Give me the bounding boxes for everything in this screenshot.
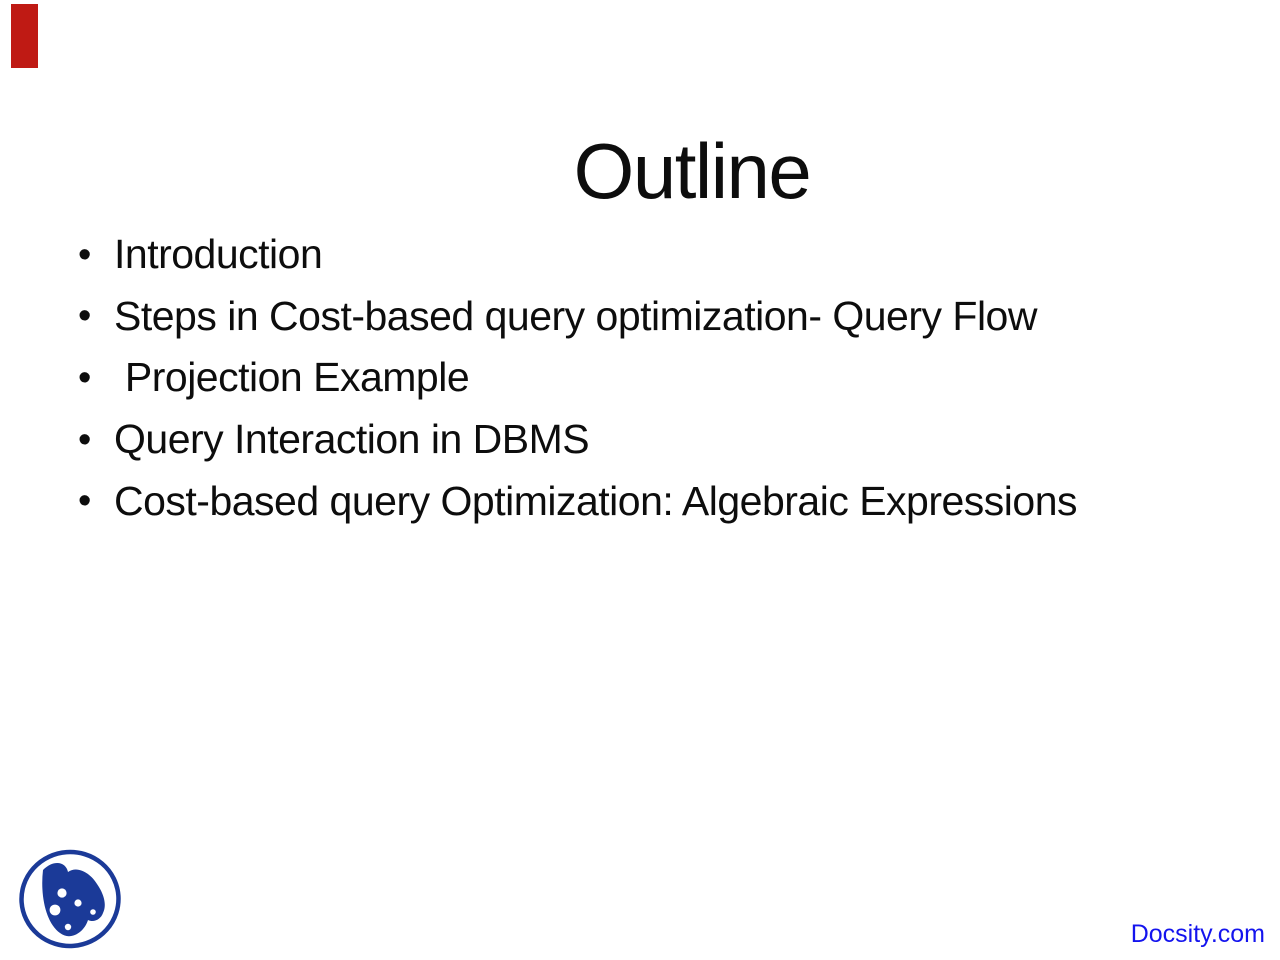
bullet-icon: •	[78, 295, 91, 338]
bullet-text: Projection Example	[114, 354, 470, 401]
bullet-text: Steps in Cost-based query optimization- Query Flow	[114, 292, 1037, 339]
bullet-text: Cost-based query Optimization: Algebraic Expressions	[114, 477, 1078, 524]
bullet-icon: •	[78, 480, 91, 523]
bullet-icon: •	[78, 233, 91, 276]
docsity-logo-icon	[16, 846, 124, 952]
list-item	[78, 409, 1240, 471]
docsity-link[interactable]: Docsity.com	[1130, 920, 1265, 948]
bullet-text: Introduction	[114, 231, 323, 278]
bullet-icon: •	[78, 356, 91, 399]
page-title: Outline	[573, 127, 811, 215]
bookmark-ribbon-icon	[11, 4, 38, 68]
list-item	[78, 224, 1240, 286]
bullet-text: Query Interaction in DBMS	[114, 416, 590, 463]
bullet-list	[78, 224, 1240, 532]
bullet-icon: •	[78, 418, 91, 461]
list-item	[78, 347, 1240, 409]
list-item	[78, 470, 1240, 532]
list-item	[78, 286, 1240, 348]
